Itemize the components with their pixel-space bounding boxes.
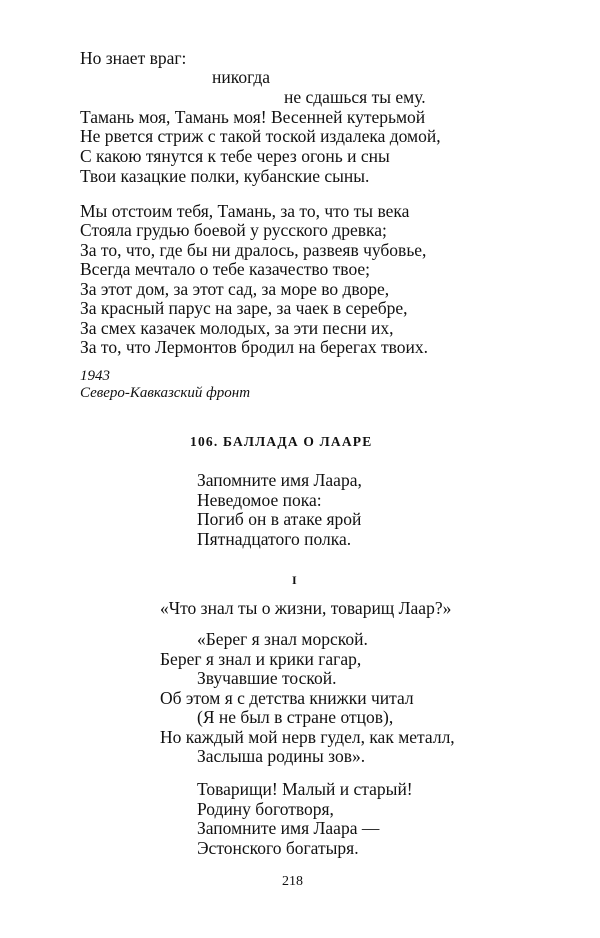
verse-line: Товарищи! Малый и старый! <box>197 779 413 799</box>
verse-line: Не рвется стриж с такой тоской издалека домой, <box>80 126 441 146</box>
verse-line: За то, что Лермонтов бродил на берегах твоих. <box>80 337 429 357</box>
poem-title: 106. БАЛЛАДА О ЛААРЕ <box>190 434 373 449</box>
verse-line: Берег я знал и крики гагар, <box>160 649 362 669</box>
verse-line: Неведомое пока: <box>197 490 322 510</box>
verse-line: За этот дом, за этот сад, за море во дворе, <box>80 279 390 299</box>
verse-line: Погиб он в атаке ярой <box>197 509 362 529</box>
verse-line: не сдашься ты ему. <box>284 87 426 107</box>
verse-line: Но знает враг: <box>80 48 187 68</box>
verse-line: За красный парус на заре, за чаек в серебре, <box>80 298 408 318</box>
page-number: 218 <box>282 874 303 889</box>
verse-line: никогда <box>212 67 271 87</box>
poem-date: 1943 <box>80 368 110 384</box>
verse-line: Родину боготворя, <box>197 799 334 819</box>
verse-line: Звучавшие тоской. <box>197 668 337 688</box>
section-number: I <box>292 573 297 587</box>
verse-line: Эстонского богатыря. <box>197 838 359 858</box>
verse-line: За смех казачек молодых, за эти песни их, <box>80 318 394 338</box>
verse-line: Мы отстоим тебя, Тамань, за то, что ты века <box>80 201 410 221</box>
verse-line: (Я не был в стране отцов), <box>197 707 394 727</box>
verse-line: Твои казацкие полки, кубанские сыны. <box>80 166 370 186</box>
verse-line: Всегда мечтало о тебе казачество твое; <box>80 259 371 279</box>
verse-line: Запомните имя Лаара, <box>197 470 362 490</box>
verse-line: Об этом я с детства книжки читал <box>160 688 414 708</box>
verse-line: Стояла грудью боевой у русского древка; <box>80 220 387 240</box>
verse-line: Пятнадцатого полка. <box>197 529 352 549</box>
verse-line: Запомните имя Лаара — <box>197 818 380 838</box>
verse-line: «Берег я знал морской. <box>197 629 368 649</box>
verse-line: Тамань моя, Тамань моя! Весенней кутерьмой <box>80 107 426 127</box>
verse-line: «Что знал ты о жизни, товарищ Лаар?» <box>160 598 452 618</box>
verse-line: Заслыша родины зов». <box>197 746 366 766</box>
verse-line: За то, что, где бы ни дралось, развеяв чубовье, <box>80 240 427 260</box>
poem-place: Северо-Кавказский фронт <box>80 385 251 401</box>
verse-line: С какою тянутся к тебе через огонь и сны <box>80 146 390 166</box>
verse-line: Но каждый мой нерв гудел, как металл, <box>160 727 455 747</box>
